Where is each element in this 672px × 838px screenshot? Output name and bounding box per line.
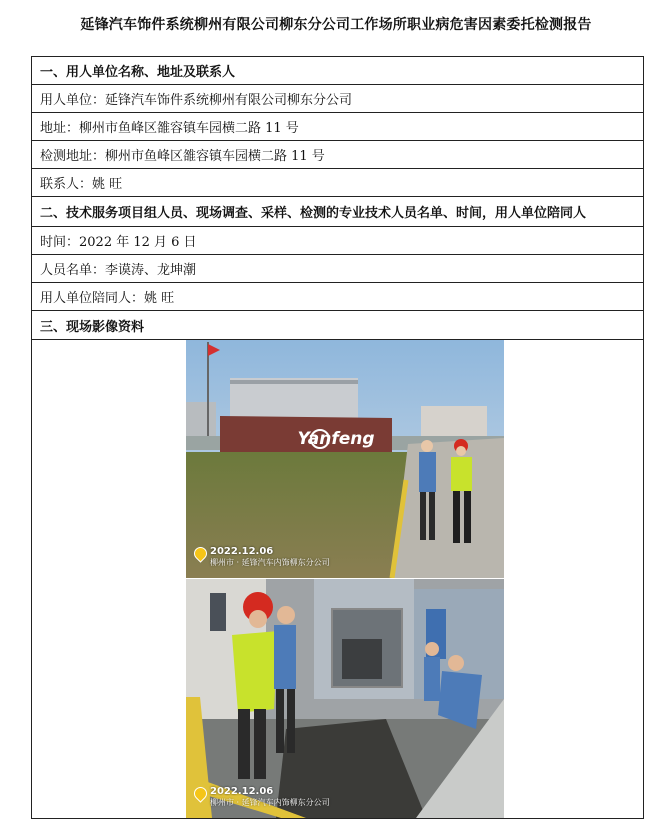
staff-list: 人员名单：李谟涛、龙坤潮 — [32, 255, 643, 283]
report-table — [31, 56, 644, 819]
site-photo-entrance — [186, 340, 504, 578]
employer-name: 用人单位：延锋汽车饰件系统柳州有限公司柳东分公司 — [32, 85, 643, 113]
photo-area — [32, 340, 643, 818]
photo1-date: 2022.12.06 — [210, 546, 274, 557]
section2-heading: 二、技术服务项目组人员、现场调查、采样、检测的专业技术人员名单、时间，用人单位陪同人 — [32, 197, 643, 227]
site-photo-workshop — [186, 579, 504, 818]
report-title: 延锋汽车饰件系统柳州有限公司柳东分公司工作场所职业病危害因素委托检测报告 — [80, 17, 592, 33]
photo1-stamp — [194, 546, 330, 568]
section1-heading: 一、用人单位名称、地址及联系人 — [32, 57, 643, 85]
sign-logo-text: Yanfeng — [297, 429, 375, 449]
photo2-stamp — [194, 786, 330, 808]
section3-heading: 三、现场影像资料 — [32, 311, 643, 340]
photo1-location: 柳州市 · 延锋汽车内饰柳东分公司 — [210, 558, 330, 567]
companion: 用人单位陪同人：姚 旺 — [32, 283, 643, 311]
photo2-date: 2022.12.06 — [210, 786, 274, 797]
service-time: 时间：2022 年 12 月 6 日 — [32, 227, 643, 255]
contact-person: 联系人：姚 旺 — [32, 169, 643, 197]
photo2-location: 柳州市 · 延锋汽车内饰柳东分公司 — [210, 798, 330, 807]
test-address: 检测地址：柳州市鱼峰区雒容镇车园横二路 11 号 — [32, 141, 643, 169]
employer-address: 地址：柳州市鱼峰区雒容镇车园横二路 11 号 — [32, 113, 643, 141]
